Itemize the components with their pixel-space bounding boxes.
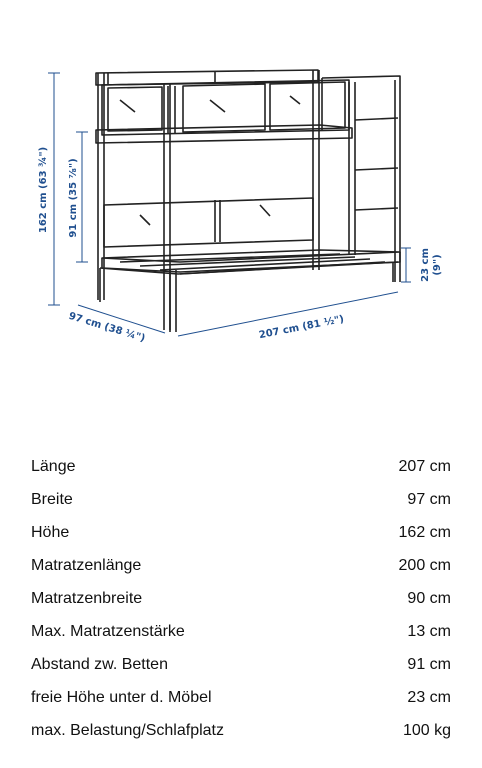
spec-label: Länge	[31, 457, 76, 475]
spec-value: 207 cm	[398, 457, 451, 475]
spec-row-hoehe	[31, 516, 451, 549]
spec-label: freie Höhe unter d. Möbel	[31, 688, 212, 706]
clearance-cm-label: 23 cm	[420, 248, 431, 282]
spec-value: 97 cm	[407, 490, 451, 508]
spec-value: 13 cm	[407, 622, 451, 640]
height-total-label: 162 cm (63 ¾")	[38, 146, 49, 234]
depth-label: 97 cm (38 ¼")	[67, 310, 147, 345]
spec-value: 90 cm	[407, 589, 451, 607]
spec-value: 200 cm	[398, 556, 451, 574]
spec-label: Höhe	[31, 523, 70, 541]
spec-row-matratzenbreite	[31, 582, 451, 615]
spec-row-freie-hoehe	[31, 681, 451, 714]
spec-row-breite	[31, 483, 451, 516]
spec-label: Breite	[31, 490, 73, 508]
bed-spacing-label: 91 cm (35 ⅞")	[68, 158, 79, 238]
spec-row-laenge	[31, 450, 451, 483]
spec-row-max-belastung	[31, 714, 451, 747]
clearance-in-label: (9")	[432, 254, 443, 276]
spec-label: Matratzenbreite	[31, 589, 143, 607]
product-dimensions-list	[31, 450, 451, 747]
spec-value: 162 cm	[398, 523, 451, 541]
bunk-bed-illustration	[96, 70, 400, 332]
spec-value: 23 cm	[407, 688, 451, 706]
spec-row-matratzenlaenge	[31, 549, 451, 582]
spec-label: max. Belastung/Schlafplatz	[31, 721, 224, 739]
spec-row-abstand-betten	[31, 648, 451, 681]
spec-label: Max. Matratzenstärke	[31, 622, 185, 640]
spec-value: 91 cm	[407, 655, 451, 673]
spec-label: Matratzenlänge	[31, 556, 142, 574]
spec-row-max-matratzenstaerke	[31, 615, 451, 648]
spec-label: Abstand zw. Betten	[31, 655, 168, 673]
length-label: 207 cm (81 ½")	[258, 313, 345, 342]
spec-value: 100 kg	[402, 721, 451, 739]
